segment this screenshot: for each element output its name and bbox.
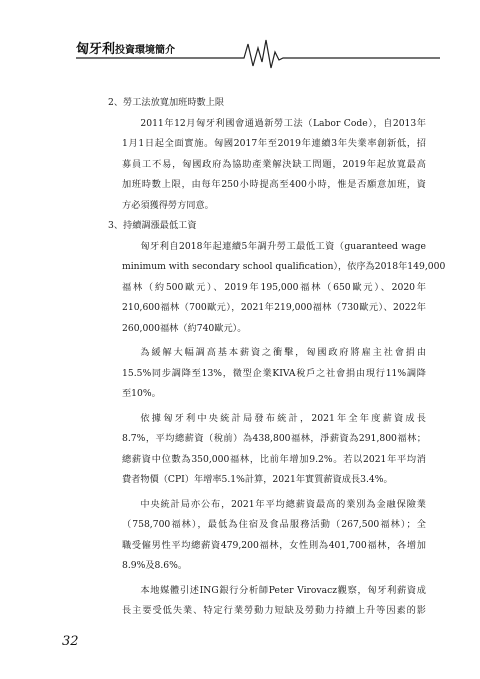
text-line: 1月1日起全面實施。匈國2017年至2019年連續3年失業率創新低，招 xyxy=(122,138,426,149)
text-line: 方必須獲得勞方同意。 xyxy=(122,199,214,211)
text-line: 2011年12月匈牙利國會通過新勞工法（Labor Code），自2013年 xyxy=(140,117,426,129)
paragraph xyxy=(122,409,426,491)
text-line: 為緩解大幅調高基本薪資之衝擊，匈國政府將雇主社會捐由 xyxy=(140,347,426,358)
page-header xyxy=(0,30,480,70)
section-labor-code xyxy=(104,93,426,216)
text-line: 費者物價（CPI）年增率5.1%計算，2021年實質薪資成長3.4%。 xyxy=(122,474,393,485)
text-line: 260,000福林（約740歐元）。 xyxy=(122,322,247,334)
text-line: 本地媒體引述ING銀行分析師Peter Virovacz觀察，匈牙利薪資成 xyxy=(140,584,426,596)
text-line: 職受僱男性平均總薪資479,200福林，女性則為401,700福林，各增加 xyxy=(122,539,426,551)
section-minimum-wage xyxy=(104,216,446,622)
text-line: 15.5%同步調降至13%，微型企業KIVA稅戶之社會捐由現行11%調降 xyxy=(122,367,426,379)
header-heartbeat-line-icon xyxy=(0,30,480,70)
text-line: 210,600福林（700歐元），2021年219,000福林（730歐元）、2022年 xyxy=(122,302,426,313)
paragraph xyxy=(122,343,426,405)
text-line: 8.7%，平均總薪資（稅前）為438,800福林，淨薪資為291,800福林； xyxy=(122,433,426,444)
text-line: minimum with secondary school qualification），依序為2018年149,000 xyxy=(122,261,446,272)
page-body xyxy=(104,93,446,622)
header-title xyxy=(76,38,175,57)
text-line: 加班時數上限，由每年250小時提高至400小時，惟是否願意加班，資 xyxy=(122,179,426,190)
paragraph xyxy=(122,581,426,622)
paragraph xyxy=(122,237,446,340)
page-number: 32 xyxy=(62,634,79,649)
paragraph xyxy=(122,114,426,217)
text-line: 依據匈牙利中央統計局發布統計，2021年全年度薪資成長 xyxy=(140,412,426,424)
text-line: 募員工不易，匈國政府為協助產業解決缺工問題，2019年起放寬最高 xyxy=(122,158,426,170)
header-brand-main: 匈牙利 xyxy=(76,42,116,57)
header-brand-sub: 投資環境簡介 xyxy=(115,45,176,56)
text-line: 長主要受低失業、特定行業勞動力短缺及勞動力持續上升等因素的影 xyxy=(122,605,426,616)
text-line: 至10%。 xyxy=(122,388,161,399)
paragraph xyxy=(122,495,426,577)
text-line: （758,700福林），最低為住宿及食品服務活動（267,500福林）；全 xyxy=(122,519,426,530)
text-line: 總薪資中位數為350,000福林，比前年增加9.2%。若以2021年平均消 xyxy=(122,453,426,465)
text-line: 中央統計局亦公布，2021年平均總薪資最高的業別為金融保險業 xyxy=(140,498,426,510)
section-heading: 2、勞工法放寬加班時數上限 xyxy=(108,97,225,108)
text-line: 匈牙利自2018年起連續5年調升勞工最低工資（guaranteed wage xyxy=(140,240,426,252)
text-line: 8.9%及8.6%。 xyxy=(122,560,188,571)
text-line: 福林（約500歐元）、2019年195,000福林（650歐元）、2020年 xyxy=(122,281,426,293)
section-heading: 3、持續調漲最低工資 xyxy=(108,220,197,231)
